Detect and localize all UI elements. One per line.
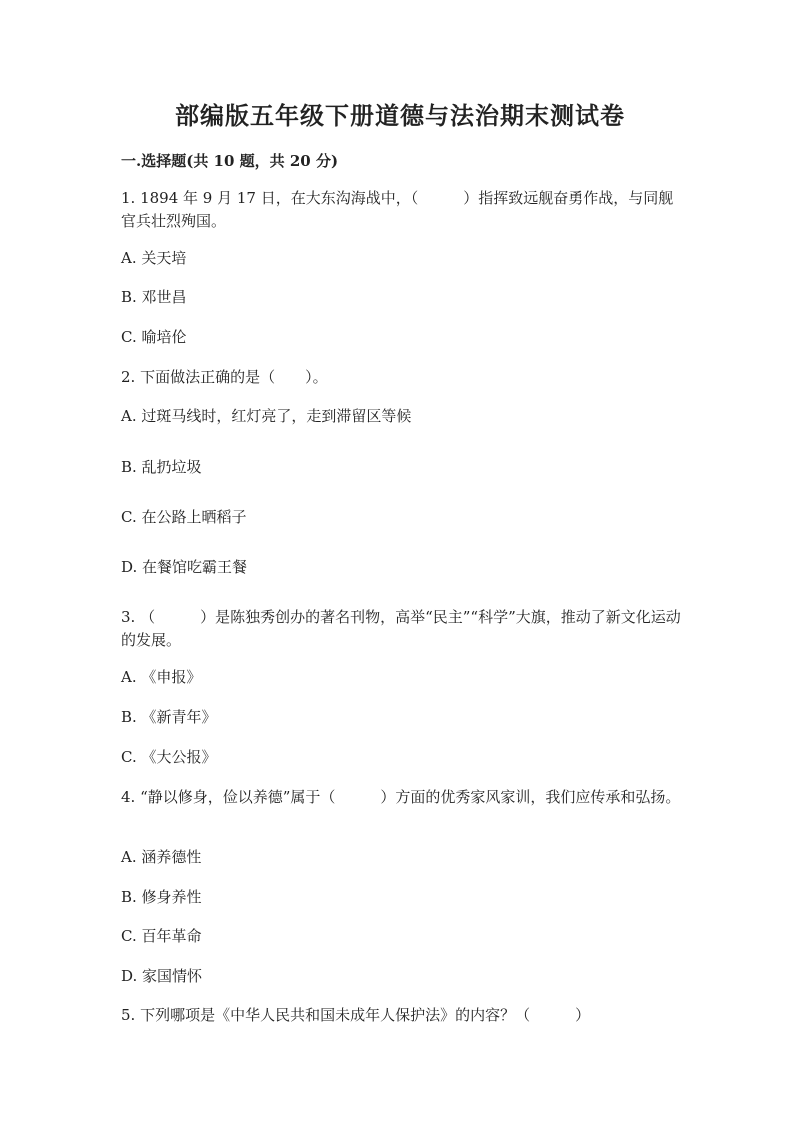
question-2-option-a: A. 过斑马线时，红灯亮了，走到滞留区等候: [121, 407, 412, 425]
question-5-stem: 5. 下列哪项是《中华人民共和国未成年人保护法》的内容？（ ）: [121, 1006, 591, 1024]
question-2-option-d: D. 在餐馆吃霸王餐: [121, 558, 248, 576]
question-1-stem: 1. 1894 年 9 月 17 日，在大东沟海战中，（ ）指挥致远舰奋勇作战，与同舰官兵壮烈殉国。: [121, 189, 674, 230]
question-2-option-c: C. 在公路上晒稻子: [121, 508, 247, 526]
question-3-option-c: C. 《大公报》: [121, 748, 217, 766]
question-2-stem: 2. 下面做法正确的是（ ）。: [121, 368, 328, 386]
question-3-option-b: B. 《新青年》: [121, 708, 217, 726]
question-3-stem: 3. （ ）是陈独秀创办的著名刊物，高举“民主”“科学”大旗，推动了新文化运动的发展。: [121, 608, 681, 649]
page-title: 部编版五年级下册道德与法治期末测试卷: [175, 101, 625, 130]
question-4-option-b: B. 修身养性: [121, 888, 202, 906]
question-4-option-c: C. 百年革命: [121, 927, 202, 945]
question-2-option-b: B. 乱扔垃圾: [121, 458, 202, 476]
question-4-option-d: D. 家国情怀: [121, 967, 203, 985]
question-3-option-a: A. 《申报》: [121, 668, 202, 686]
question-1-option-a: A. 关天培: [121, 249, 187, 267]
question-4-stem: 4. “静以修身，俭以养德”属于（ ）方面的优秀家风家训，我们应传承和弘扬。: [121, 788, 681, 806]
question-1-option-b: B. 邓世昌: [121, 288, 187, 306]
section-heading: 一.选择题(共 10 题，共 20 分): [121, 152, 339, 170]
question-4-option-a: A. 涵养德性: [121, 848, 202, 866]
question-1-option-c: C. 喻培伦: [121, 328, 187, 346]
